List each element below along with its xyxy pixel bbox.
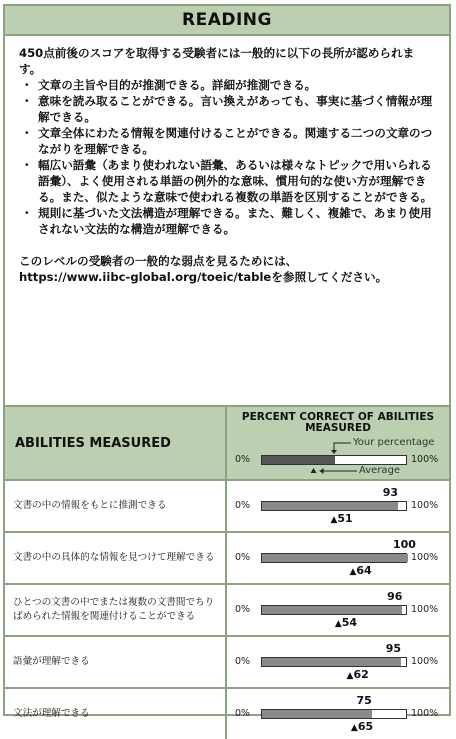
- hundred-label: 100%: [411, 604, 439, 615]
- percent-bar: [261, 501, 407, 511]
- strengths-list: [19, 77, 435, 237]
- ability-row: [5, 533, 449, 585]
- zero-label: 0%: [235, 500, 251, 511]
- legend-your-percentage: Your percentage: [353, 437, 435, 448]
- abilities-table: [5, 405, 449, 739]
- bullet-mark: ・: [21, 126, 33, 140]
- average-triangle-icon: ▲: [346, 671, 354, 681]
- hundred-label: 100%: [411, 552, 439, 563]
- average-marker: [347, 668, 369, 681]
- section-title-bar: [5, 6, 449, 36]
- hundred-label: 100%: [411, 708, 439, 719]
- percent-bar: [261, 709, 407, 719]
- average-triangle-icon: ▲: [349, 567, 357, 577]
- zero-label: 0%: [235, 552, 251, 563]
- bullet-mark: ・: [21, 158, 33, 172]
- average-triangle-icon: ▲: [350, 723, 358, 733]
- hundred-label: 100%: [411, 656, 439, 667]
- percent-bar: [261, 553, 407, 563]
- ability-label: 文書の中の具体的な情報を見つけて理解できる: [13, 552, 215, 563]
- your-percent-label: 93: [382, 486, 399, 499]
- abilities-table-header: [5, 405, 449, 481]
- average-percent-label: 64: [356, 564, 372, 577]
- ability-row: [5, 585, 449, 637]
- section-title: READING: [182, 10, 272, 30]
- legend-zero-label: 0%: [235, 454, 251, 465]
- ability-label: 文法が理解できる: [13, 708, 90, 719]
- your-percent-label: 75: [356, 694, 372, 707]
- strength-item: ・ 意味を読み取ることができる。言い換えがあっても、事実に基づく情報が理解できる。: [21, 94, 433, 124]
- percent-bar-fill: [262, 710, 372, 718]
- your-percent-label: 95: [385, 642, 401, 655]
- zero-label: 0%: [235, 656, 251, 667]
- arrowhead-icon: [331, 450, 337, 454]
- ability-label: 文書の中の情報をもとに推測できる: [13, 500, 167, 511]
- strength-item: ・ 文章全体にわたる情報を関連付けることができる。関連する二つの文章のつながりを理解できる。: [21, 126, 433, 156]
- legend-hundred-label: 100%: [411, 454, 439, 465]
- ability-row: [5, 481, 449, 533]
- abilities-measured-heading: ABILITIES MEASURED: [15, 435, 171, 451]
- your-percent-label: 96: [387, 590, 403, 603]
- percent-bar-fill: [262, 658, 401, 666]
- strengths-intro: 450点前後のスコアを取得する受験者には一般的に以下の長所が認められます。: [19, 46, 415, 76]
- average-marker: [349, 564, 371, 577]
- average-triangle-icon: ▲: [330, 515, 338, 525]
- percent-bar-fill: [262, 502, 398, 510]
- ability-row: [5, 637, 449, 689]
- average-marker: [330, 512, 352, 525]
- abilities-rows: [5, 481, 449, 739]
- strengths-description: [5, 36, 449, 285]
- ability-label: ひとつの文書の中でまたは複数の文書間でちりばめられた情報を関連付けることができる: [13, 597, 215, 622]
- average-percent-label: 51: [337, 512, 353, 525]
- zero-label: 0%: [235, 604, 251, 615]
- reading-report-panel: [3, 4, 451, 733]
- strength-item: ・ 規則に基づいた文法構造が理解できる。また、難しく、複雑で、あまり使用されない文法的な構造が理解できる。: [21, 206, 432, 236]
- ability-label: 語彙が理解できる: [13, 656, 90, 667]
- strength-item: ・ 幅広い語彙（あまり使われない語彙、あるいは様々なトピックで用いられる語彙）、よく使用される単語の例外的な意味、慣用句的な使い方が理解できる。また、似たような意味で使われる複数の単語を区別することができる。: [21, 158, 433, 204]
- weakness-note-line1: このレベルの受験者の一般的な弱点を見るためには、: [19, 254, 298, 268]
- average-marker: [351, 720, 373, 733]
- bullet-mark: ・: [21, 206, 33, 220]
- average-percent-label: 65: [357, 720, 374, 733]
- legend-average: Average: [359, 465, 401, 476]
- percent-bar: [261, 657, 407, 667]
- zero-label: 0%: [235, 708, 251, 719]
- your-percent-label: 100: [393, 538, 416, 551]
- percent-bar-fill: [262, 554, 408, 562]
- average-triangle-icon: [311, 468, 317, 473]
- average-triangle-icon: ▲: [334, 619, 342, 629]
- ability-row: [5, 689, 449, 739]
- average-marker: [335, 616, 357, 629]
- bullet-mark: ・: [21, 78, 33, 92]
- percent-bar-fill: [262, 606, 402, 614]
- percent-correct-heading: PERCENT CORRECT OF ABILITIES MEASURED: [241, 411, 435, 434]
- arrowhead-icon: [320, 468, 324, 474]
- average-percent-label: 62: [353, 668, 369, 681]
- bullet-mark: ・: [21, 94, 33, 108]
- percent-bar: [261, 605, 407, 615]
- strength-item: ・ 文章の主旨や目的が推測できる。詳細が推測できる。: [21, 78, 317, 92]
- average-percent-label: 54: [341, 616, 358, 629]
- your-percentage-arrow: [334, 443, 351, 453]
- weakness-note-link[interactable]: https://www.iibc-global.org/toeic/tableを参照してください。: [19, 270, 388, 284]
- hundred-label: 100%: [411, 500, 439, 511]
- legend-cell: [227, 407, 449, 479]
